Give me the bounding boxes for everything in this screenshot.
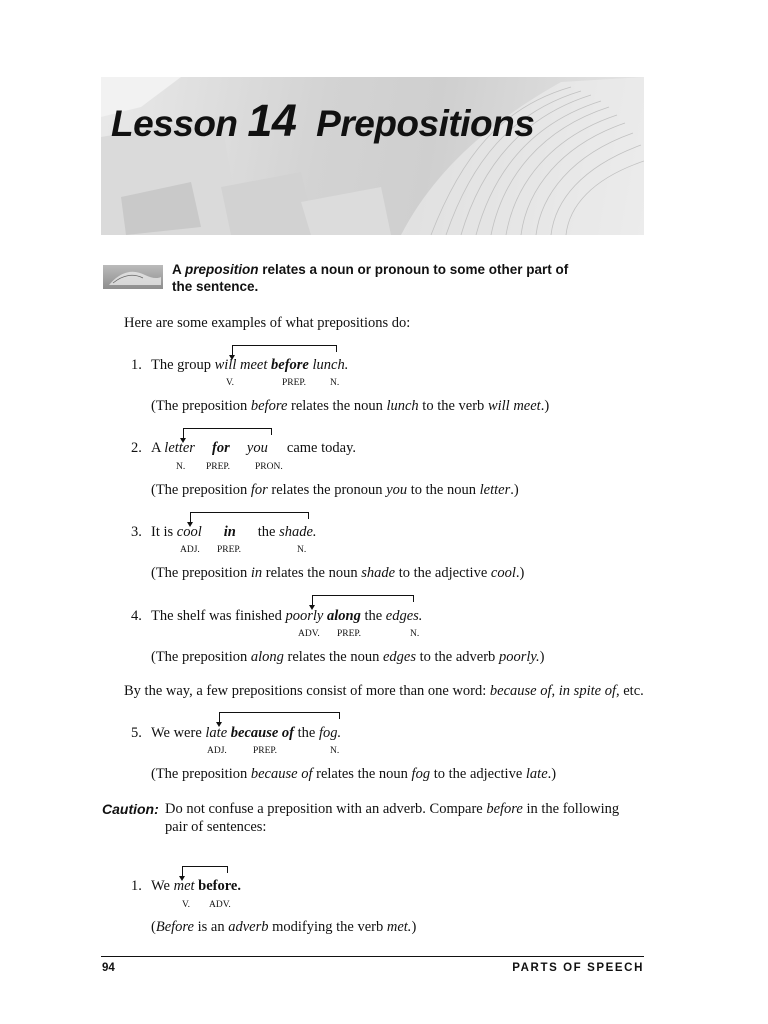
footer-rule bbox=[101, 956, 644, 957]
pos-label: PRON. bbox=[255, 462, 283, 472]
relation-arrow bbox=[183, 428, 272, 435]
example-sentence: 4. The shelf was finished poorly along the edges. bbox=[131, 608, 423, 624]
pos-label: ADJ. bbox=[207, 746, 227, 756]
page-number: 94 bbox=[102, 962, 115, 974]
pos-label: ADV. bbox=[298, 629, 320, 639]
pos-label: ADJ. bbox=[180, 545, 200, 555]
pos-label: ADV. bbox=[209, 900, 231, 910]
relation-arrow bbox=[232, 345, 337, 352]
pos-label: N. bbox=[330, 746, 340, 756]
example-sentence: 1. The group will meet before lunch. bbox=[131, 357, 349, 373]
relation-arrow bbox=[182, 866, 228, 873]
pos-label: PREP. bbox=[206, 462, 231, 472]
definition-text: A bbox=[172, 262, 185, 277]
example-sentence: 2. A letter for you came today. bbox=[131, 440, 357, 456]
by-the-way-text: By the way, a few prepositions consist of more than one word: because of, in spite of, etc. bbox=[124, 683, 644, 699]
pos-label: V. bbox=[226, 378, 235, 388]
definition-term: preposition bbox=[185, 262, 259, 277]
pos-label: N. bbox=[410, 629, 420, 639]
example-explanation: (The preposition because of relates the noun fog to the adjective late.) bbox=[151, 766, 557, 782]
example-explanation: (Before is an adverb modifying the verb met.) bbox=[151, 919, 417, 935]
example-explanation: (The preposition in relates the noun shade to the adjective cool.) bbox=[151, 565, 525, 581]
lesson-number: 14 bbox=[247, 95, 297, 146]
definition-text: relates a noun or pronoun to some other part of the sentence. bbox=[172, 262, 569, 294]
pos-label: PREP. bbox=[253, 746, 278, 756]
example-sentence: 1. We met before. bbox=[131, 878, 241, 894]
intro-text: Here are some examples of what prepositions do: bbox=[124, 315, 411, 331]
definition-box bbox=[172, 261, 572, 295]
pos-label: V. bbox=[182, 900, 191, 910]
example-explanation: (The preposition for relates the pronoun you to the noun letter.) bbox=[151, 482, 519, 498]
example-explanation: (The preposition along relates the noun edges to the adverb poorly.) bbox=[151, 649, 545, 665]
lesson-topic: Prepositions bbox=[316, 103, 535, 144]
relation-arrow bbox=[219, 712, 340, 719]
example-sentence: 5. We were late because of the fog. bbox=[131, 725, 342, 741]
lesson-banner bbox=[101, 77, 644, 235]
example-explanation: (The preposition before relates the noun lunch to the verb will meet.) bbox=[151, 398, 550, 414]
pos-label: PREP. bbox=[337, 629, 362, 639]
lesson-title bbox=[111, 95, 534, 147]
book-icon bbox=[103, 265, 163, 289]
relation-arrow bbox=[190, 512, 309, 519]
relation-arrow bbox=[312, 595, 414, 602]
caution-label: Caution: bbox=[102, 801, 159, 817]
section-title: PARTS OF SPEECH bbox=[512, 962, 644, 974]
example-sentence: 3. It is cool in the shade. bbox=[131, 524, 317, 540]
pos-label: PREP. bbox=[217, 545, 242, 555]
pos-label: PREP. bbox=[282, 378, 307, 388]
caution-text: Do not confuse a preposition with an adverb. Compare before in the following bbox=[165, 801, 620, 817]
lesson-word: Lesson bbox=[111, 103, 238, 144]
pos-label: N. bbox=[330, 378, 340, 388]
pos-label: N. bbox=[176, 462, 186, 472]
pos-label: N. bbox=[297, 545, 307, 555]
caution-text-line2: pair of sentences: bbox=[165, 819, 267, 835]
